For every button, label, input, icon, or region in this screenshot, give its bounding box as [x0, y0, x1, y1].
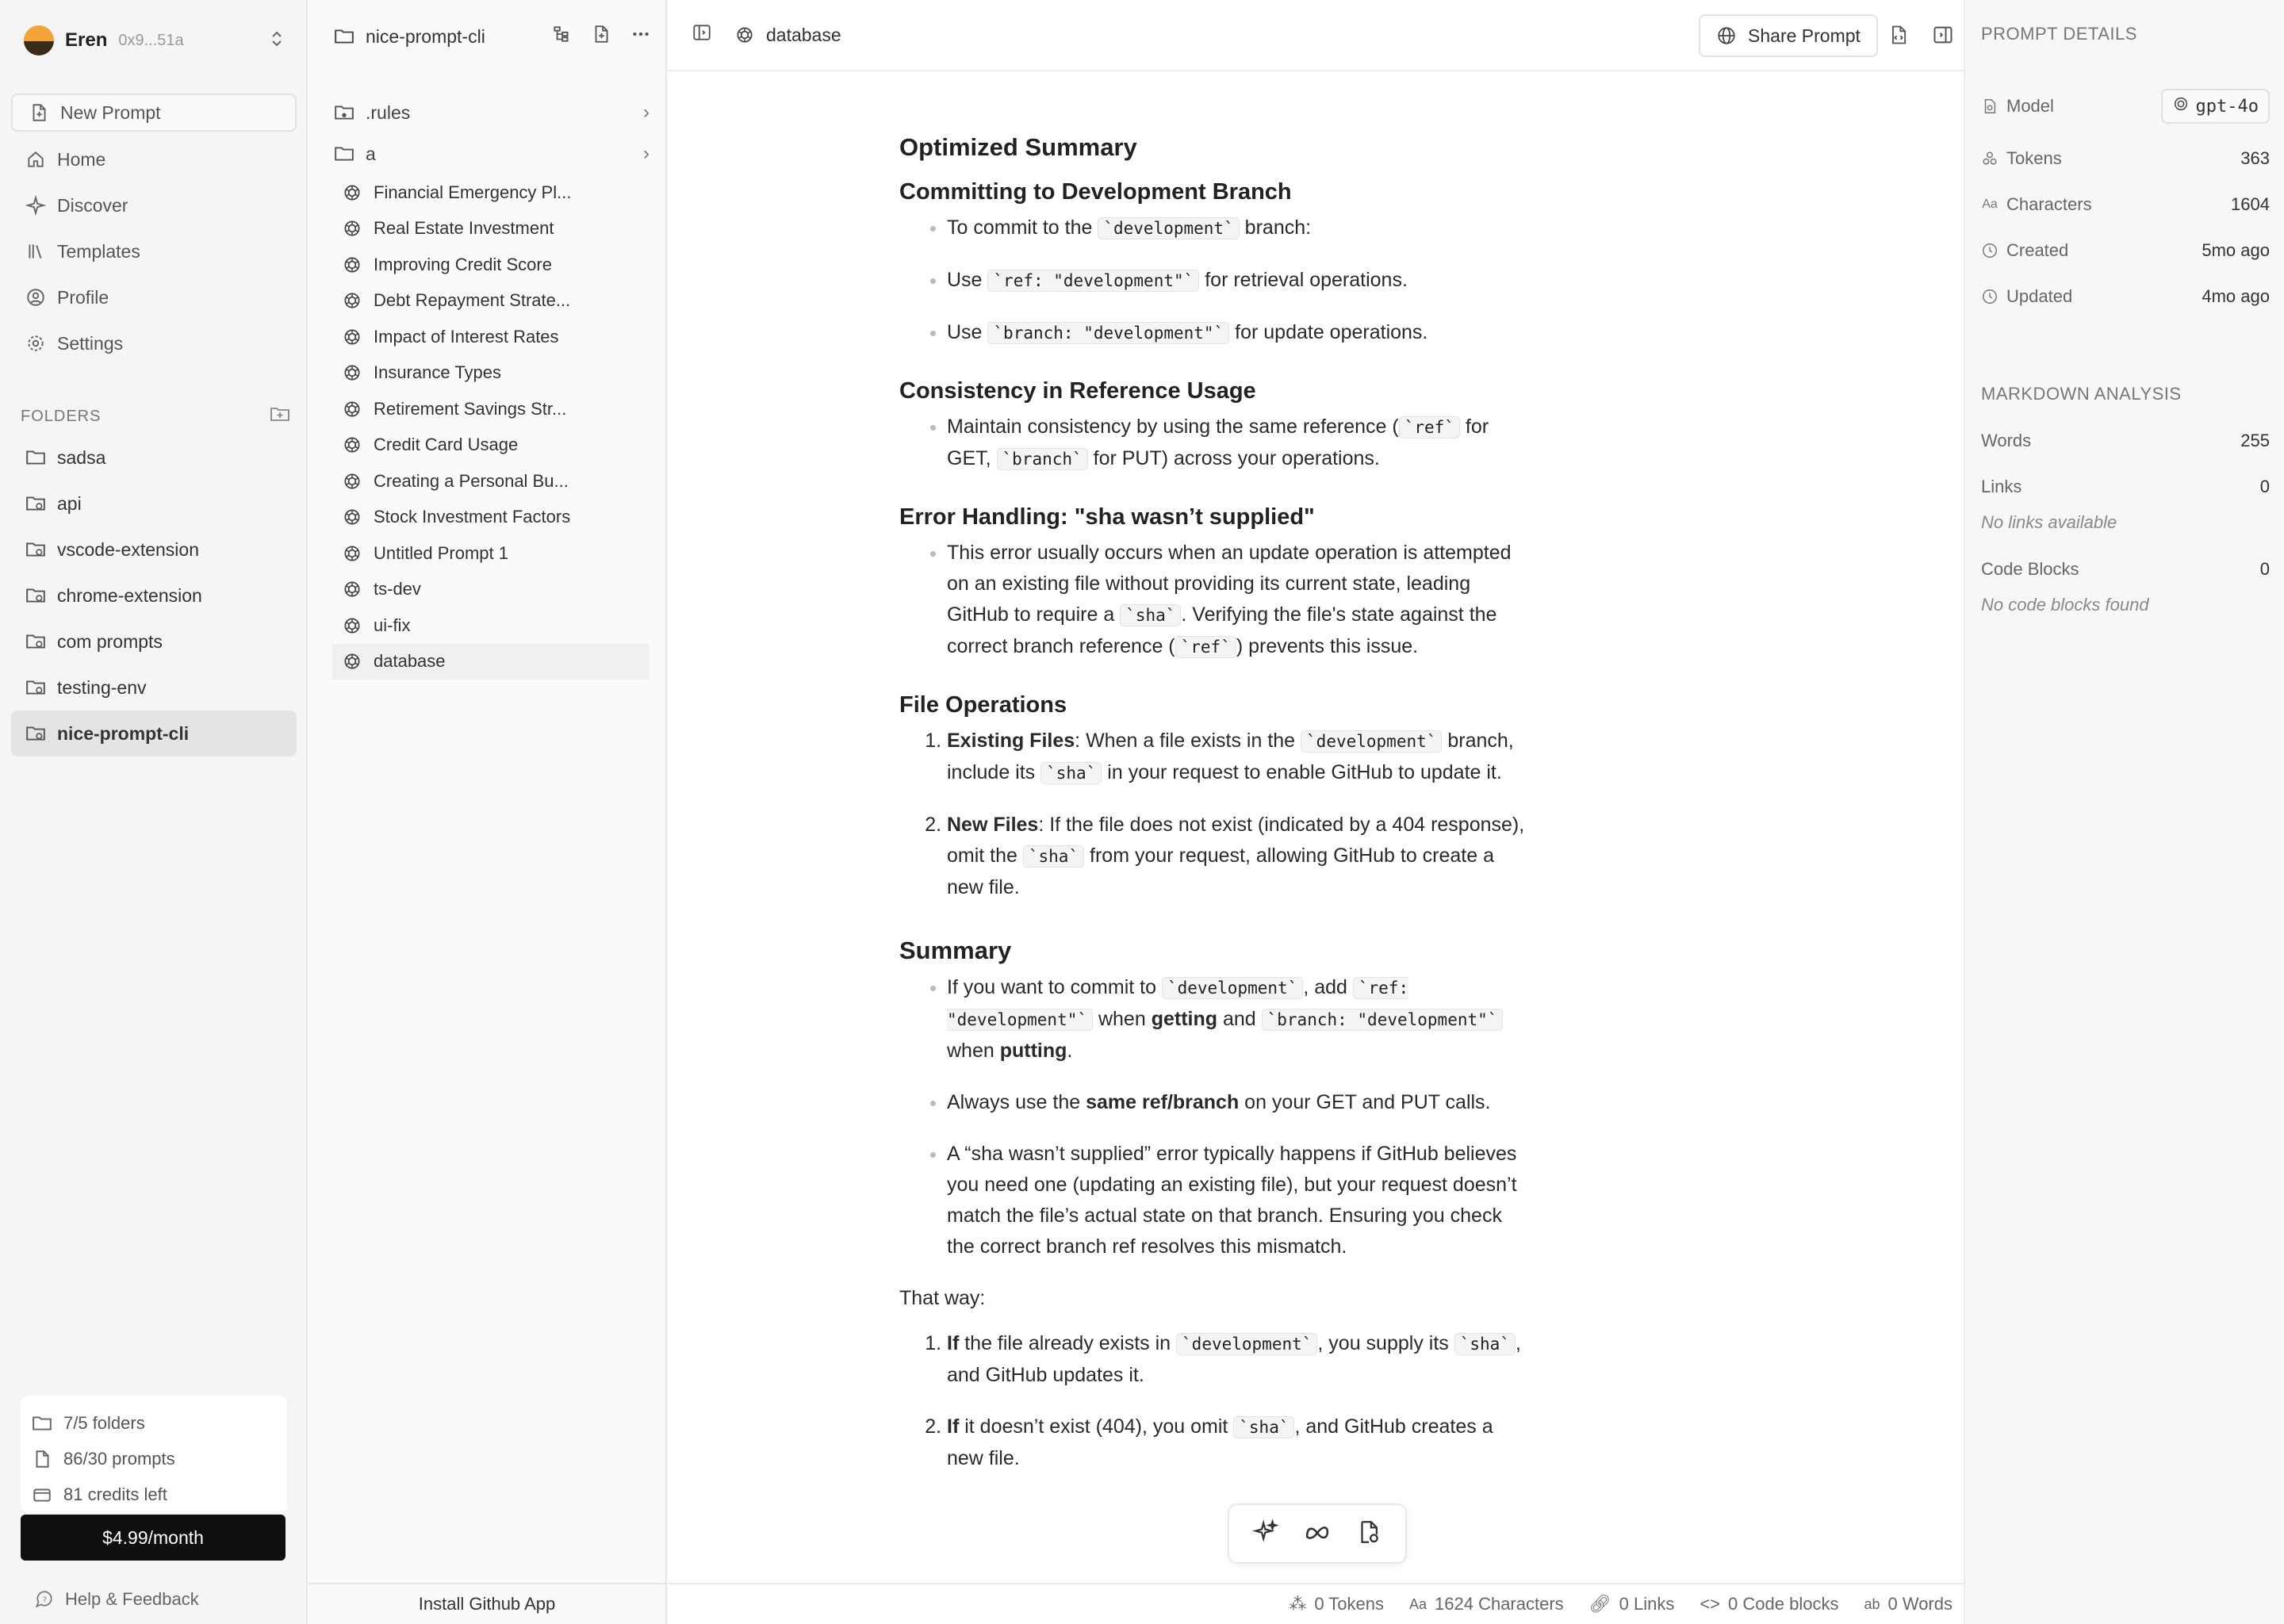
- file-panel-title: nice-prompt-cli: [366, 25, 485, 47]
- prompt-item[interactable]: [332, 283, 650, 320]
- chevron-up-down-icon[interactable]: [268, 29, 286, 52]
- usage-prompts-label: 86/30 prompts: [63, 1448, 175, 1469]
- bullet-list: [899, 538, 1534, 663]
- list-item: • Always use the same ref/branch on your GET and PUT calls.: [947, 1087, 1534, 1118]
- more-icon[interactable]: [630, 24, 651, 49]
- openai-icon: [342, 471, 362, 492]
- detail-model: [1981, 90, 2270, 122]
- file-code-icon[interactable]: [1887, 24, 1910, 50]
- clock-icon: [1981, 288, 1998, 305]
- detail-label: Words: [1981, 431, 2032, 450]
- detail-value: 0: [2259, 559, 2270, 579]
- globe-icon: [1716, 25, 1737, 46]
- characters-icon: Aa: [1408, 1595, 1428, 1612]
- status-characters: Aa 1624 Characters: [1408, 1594, 1564, 1614]
- folder-synced-icon: [25, 677, 46, 698]
- detail-label: Code Blocks: [1981, 559, 2079, 579]
- detail-value: 5mo ago: [2202, 240, 2270, 260]
- doc-heading: Optimized Summary: [899, 133, 1137, 161]
- nav-templates[interactable]: [11, 228, 297, 274]
- meta-icon[interactable]: [1303, 1519, 1332, 1549]
- doc-heading: File Operations: [899, 692, 1067, 718]
- subfolder-label: a: [366, 143, 376, 164]
- folder-item-chrome-extension[interactable]: [11, 573, 297, 619]
- help-feedback-link[interactable]: [33, 1589, 199, 1610]
- usage-folders: [32, 1405, 287, 1441]
- openai-icon: [342, 651, 362, 672]
- openai-icon: [342, 579, 362, 599]
- detail-value: 0: [2259, 477, 2270, 496]
- prompt-item-label: Impact of Interest Rates: [374, 326, 559, 347]
- bullet-list: [899, 213, 1534, 349]
- folder-label: vscode-extension: [57, 538, 199, 560]
- ai-sparkle-icon[interactable]: [1252, 1519, 1279, 1549]
- detail-value: 255: [2240, 431, 2270, 450]
- prompt-item[interactable]: [332, 174, 650, 211]
- list-item: 2. If it doesn’t exist (404), you omit `sha` , and GitHub creates a new file.: [947, 1411, 1534, 1474]
- folder-icon: [25, 447, 46, 468]
- doc-heading: Committing to Development Branch: [899, 179, 1292, 205]
- folder-icon: [334, 26, 354, 47]
- detail-updated: [1981, 281, 2270, 312]
- folder-item-testing-env[interactable]: [11, 665, 297, 710]
- folder-label: nice-prompt-cli: [57, 722, 190, 744]
- home-icon: [25, 149, 46, 170]
- prompt-item-label: Stock Investment Factors: [374, 507, 571, 527]
- folder-item-sadsa[interactable]: [11, 435, 297, 481]
- account-address: 0x9...51a: [118, 31, 184, 49]
- folder-icon: [334, 102, 354, 123]
- doc-heading: Consistency in Reference Usage: [899, 378, 1256, 404]
- folder-icon: [334, 144, 354, 164]
- inline-code: `ref: "development"`: [987, 270, 1199, 292]
- openai-icon: [2172, 95, 2190, 117]
- nav-settings[interactable]: [11, 320, 297, 366]
- svg-text:?: ?: [42, 1595, 48, 1605]
- openai-icon: [342, 218, 362, 239]
- prompt-item[interactable]: [332, 427, 650, 464]
- nav-home[interactable]: [11, 136, 297, 182]
- folder-item-com-prompts[interactable]: [11, 619, 297, 665]
- openai-icon: [734, 25, 755, 45]
- editor: [668, 0, 1964, 1624]
- folder-label: com prompts: [57, 630, 163, 652]
- list-item: 1. Existing Files: When a file exists in the `development` branch, include its `sha` in your request to enable GitHub to update it.: [947, 726, 1534, 789]
- inline-code: `development`: [1301, 730, 1442, 753]
- inline-code: `sha`: [1454, 1333, 1516, 1355]
- prompt-item[interactable]: [332, 535, 650, 572]
- folders-heading: [21, 404, 290, 428]
- links-empty-text: No links available: [1981, 512, 2117, 532]
- detail-tokens: [1981, 143, 2270, 174]
- install-github-app-button[interactable]: Install Github App: [308, 1583, 665, 1624]
- folder-item-api[interactable]: [11, 481, 297, 527]
- folder-icon: [32, 1413, 52, 1434]
- detail-label: Model: [2006, 96, 2054, 116]
- file-settings-icon[interactable]: [1355, 1519, 1382, 1549]
- openai-icon: [342, 615, 362, 636]
- user-circle-icon: [25, 287, 46, 308]
- account-switcher[interactable]: [24, 24, 286, 57]
- sidebar-toggle-icon[interactable]: [692, 22, 712, 48]
- folder-item-vscode-extension[interactable]: [11, 527, 297, 573]
- detail-label: Created: [2006, 240, 2069, 260]
- prompt-item-label: ts-dev: [374, 579, 421, 599]
- prompt-details-heading: PROMPT DETAILS: [1981, 24, 2137, 44]
- prompt-item-label: Credit Card Usage: [374, 435, 519, 455]
- inline-code: `ref`: [1175, 636, 1236, 658]
- detail-label: Tokens: [2006, 148, 2062, 168]
- editor-toolbar: [668, 0, 1964, 71]
- prompt-item-label: Real Estate Investment: [374, 218, 554, 239]
- detail-code-blocks: [1981, 553, 2270, 585]
- markdown-analysis-heading: MARKDOWN ANALYSIS: [1981, 384, 2182, 404]
- prompt-item[interactable]: [332, 463, 650, 500]
- prompt-title: database: [766, 24, 841, 45]
- prompt-item-label: Insurance Types: [374, 362, 502, 383]
- folder-synced-icon: [25, 585, 46, 606]
- status-code-blocks: <> 0 Code blocks: [1700, 1594, 1839, 1614]
- detail-created: [1981, 235, 2270, 266]
- openai-icon: [342, 255, 362, 275]
- detail-label: Links: [1981, 477, 2022, 496]
- prompt-item-label: Financial Emergency Pl...: [374, 182, 572, 202]
- share-prompt-button[interactable]: [1699, 14, 1878, 57]
- tree-view-icon[interactable]: [551, 24, 572, 49]
- prompt-item[interactable]: [332, 391, 650, 427]
- library-icon: [25, 241, 46, 262]
- prompt-item-label: Creating a Personal Bu...: [374, 470, 569, 491]
- upgrade-price-button[interactable]: $4.99/month: [21, 1515, 286, 1561]
- prompt-item[interactable]: [332, 500, 650, 536]
- detail-value: 4mo ago: [2202, 286, 2270, 306]
- bullet-list: [899, 412, 1534, 475]
- doc-heading: Error Handling: "sha wasn’t supplied": [899, 504, 1315, 530]
- credit-card-icon: [32, 1484, 52, 1505]
- prompt-item-label: database: [374, 651, 446, 672]
- inline-code: `ref`: [1399, 416, 1460, 439]
- detail-value: 1604: [2231, 194, 2270, 214]
- new-prompt-button[interactable]: [11, 94, 297, 132]
- model-name: gpt-4o: [2195, 96, 2259, 117]
- prompt-details-panel: [1964, 0, 2284, 1624]
- openai-icon: [342, 543, 362, 564]
- nav-home-label: Home: [57, 148, 106, 170]
- account-name: Eren: [65, 29, 108, 51]
- gear-icon: [25, 333, 46, 354]
- nav-profile-label: Profile: [57, 286, 109, 308]
- detail-words: [1981, 425, 2270, 457]
- help-feedback-label: Help & Feedback: [65, 1589, 199, 1609]
- status-words: ab 0 Words: [1864, 1594, 1953, 1614]
- usage-card: [21, 1396, 287, 1513]
- prompt-item[interactable]: [332, 355, 650, 392]
- floating-action-bar: [1228, 1503, 1407, 1564]
- list-item: • Use `ref: "development"` for retrieval operations.: [947, 265, 1534, 297]
- subfolder-rules[interactable]: [332, 92, 650, 133]
- model-icon: [1981, 98, 1998, 115]
- prompt-item-label: Retirement Savings Str...: [374, 398, 567, 419]
- details-panel-toggle-icon[interactable]: [1932, 24, 1954, 50]
- folder-label: chrome-extension: [57, 584, 202, 606]
- usage-prompts: [32, 1441, 287, 1477]
- editor-breadcrumb: [692, 22, 841, 48]
- inline-code: `branch: "development"`: [1262, 1009, 1504, 1031]
- doc-heading: Summary: [899, 936, 1012, 964]
- folder-label: testing-env: [57, 676, 147, 698]
- inline-code: `development`: [1162, 977, 1303, 999]
- openai-icon: [342, 290, 362, 311]
- tokens-icon: ⁂: [1289, 1594, 1307, 1614]
- detail-label: Updated: [2006, 286, 2073, 306]
- list-item: 2. New Files: If the file does not exist (indicated by a 404 response), omit the `sha` from your request, allowing GitHub to create a new file.: [947, 810, 1534, 903]
- inline-code: `sha`: [1120, 604, 1181, 626]
- main-nav: [11, 136, 297, 366]
- openai-icon: [342, 399, 362, 419]
- prompt-item[interactable]: [332, 607, 650, 644]
- usage-credits: [32, 1477, 287, 1512]
- tokens-icon: [1981, 150, 1998, 167]
- new-file-icon: [29, 102, 49, 123]
- file-list: [332, 92, 650, 680]
- bullet-list: [899, 972, 1534, 1262]
- words-icon: ab: [1864, 1595, 1880, 1612]
- openai-icon: [342, 327, 362, 347]
- detail-value: 363: [2240, 148, 2270, 168]
- link-icon: 🔗︎: [1588, 1594, 1611, 1614]
- status-links: 🔗︎ 0 Links: [1588, 1594, 1675, 1614]
- new-prompt-label: New Prompt: [60, 102, 161, 123]
- paragraph: That way:: [899, 1287, 986, 1309]
- inline-code: `development`: [1176, 1333, 1317, 1355]
- numbered-list: [899, 726, 1534, 903]
- subfolder-a[interactable]: [332, 133, 650, 174]
- sparkle-icon: [25, 195, 46, 216]
- detail-label: Characters: [2006, 194, 2092, 214]
- nav-settings-label: Settings: [57, 332, 124, 354]
- folder-synced-icon: [25, 493, 46, 514]
- subfolder-label: .rules: [366, 102, 411, 123]
- nav-discover[interactable]: [11, 182, 297, 228]
- folder-item-nice-prompt-cli[interactable]: [11, 710, 297, 756]
- inline-code: `development`: [1098, 217, 1239, 239]
- folder-synced-icon: [25, 631, 46, 652]
- prompt-item[interactable]: [332, 211, 650, 247]
- inline-code: `sha`: [1233, 1416, 1294, 1438]
- folder-list: [11, 435, 297, 756]
- file-icon: [32, 1449, 52, 1469]
- list-item: • A “sha wasn’t supplied” error typically happens if GitHub believes you need one (updating an existing file), but your request doesn’t match the file’s actual state on that branch. Ensuring you check the correct branch ref resolves this mismatch.: [947, 1139, 1534, 1262]
- model-selector[interactable]: [2161, 89, 2270, 124]
- list-item: • Maintain consistency by using the same reference ( `ref` for GET, `branch` for PUT) across your operations.: [947, 412, 1534, 475]
- folder-synced-icon: [25, 539, 46, 560]
- inline-code: `ref: "development"`: [947, 979, 1409, 1029]
- list-item: 1. If the file already exists in `development` , you supply its `sha` , and GitHub updates it.: [947, 1328, 1534, 1391]
- prompt-item-active[interactable]: [332, 644, 650, 680]
- prompt-item[interactable]: [332, 319, 650, 355]
- new-file-icon[interactable]: [591, 24, 611, 49]
- folder-label: api: [57, 492, 82, 514]
- detail-characters: [1981, 189, 2270, 220]
- prompt-item[interactable]: [332, 572, 650, 608]
- file-panel-header: [334, 21, 651, 52]
- editor-status-bar: [668, 1583, 1964, 1624]
- add-folder-icon[interactable]: [270, 404, 290, 428]
- prompt-item-label: Debt Repayment Strate...: [374, 290, 571, 311]
- message-help-icon: [33, 1589, 54, 1610]
- prompt-item-label: Untitled Prompt 1: [374, 542, 508, 563]
- prompt-item[interactable]: [332, 247, 650, 283]
- clock-icon: [1981, 242, 1998, 259]
- detail-links: [1981, 471, 2270, 503]
- list-item: • To commit to the `development` branch:: [947, 213, 1534, 244]
- inline-code: `branch`: [997, 448, 1088, 470]
- folders-heading-label: FOLDERS: [21, 407, 102, 425]
- openai-icon: [342, 182, 362, 203]
- file-panel: [308, 0, 667, 1624]
- openai-icon: [342, 435, 362, 455]
- list-item: • This error usually occurs when an update operation is attempted on an existing file without providing its current state, leading GitHub to require a `sha` . Verifying the file's state against the correct branch reference ( `ref` ) prevents this issue.: [947, 538, 1534, 663]
- inline-code: `branch: "development"`: [987, 322, 1229, 344]
- nav-profile[interactable]: [11, 274, 297, 320]
- code-blocks-empty-text: No code blocks found: [1981, 595, 2149, 615]
- inline-code: `sha`: [1040, 762, 1102, 784]
- chevron-right-icon[interactable]: ›: [643, 143, 650, 164]
- openai-icon: [342, 362, 362, 383]
- code-icon: <>: [1700, 1594, 1721, 1614]
- status-tokens: ⁂ 0 Tokens: [1289, 1594, 1384, 1614]
- nav-discover-label: Discover: [57, 194, 128, 216]
- chevron-right-icon[interactable]: ›: [643, 102, 650, 123]
- prompt-item-label: Improving Credit Score: [374, 254, 552, 274]
- numbered-list: [899, 1328, 1534, 1474]
- openai-icon: [342, 507, 362, 527]
- list-item: • If you want to commit to `development` , add `ref: "development"` when getting and `branch: "development"` when putting.: [947, 972, 1534, 1067]
- inline-code: `sha`: [1023, 845, 1084, 868]
- prompt-item-label: ui-fix: [374, 615, 411, 635]
- folder-label: sadsa: [57, 446, 106, 468]
- nav-templates-label: Templates: [57, 240, 140, 262]
- markdown-preview: [899, 132, 1534, 1495]
- usage-credits-label: 81 credits left: [63, 1484, 167, 1504]
- sidebar: [0, 0, 308, 1624]
- share-prompt-label: Share Prompt: [1748, 25, 1861, 46]
- usage-folders-label: 7/5 folders: [63, 1412, 145, 1433]
- avatar: [24, 25, 54, 56]
- list-item: • Use `branch: "development"` for update operations.: [947, 317, 1534, 349]
- characters-icon: Aa: [1982, 197, 1998, 211]
- folder-synced-icon: [25, 723, 46, 744]
